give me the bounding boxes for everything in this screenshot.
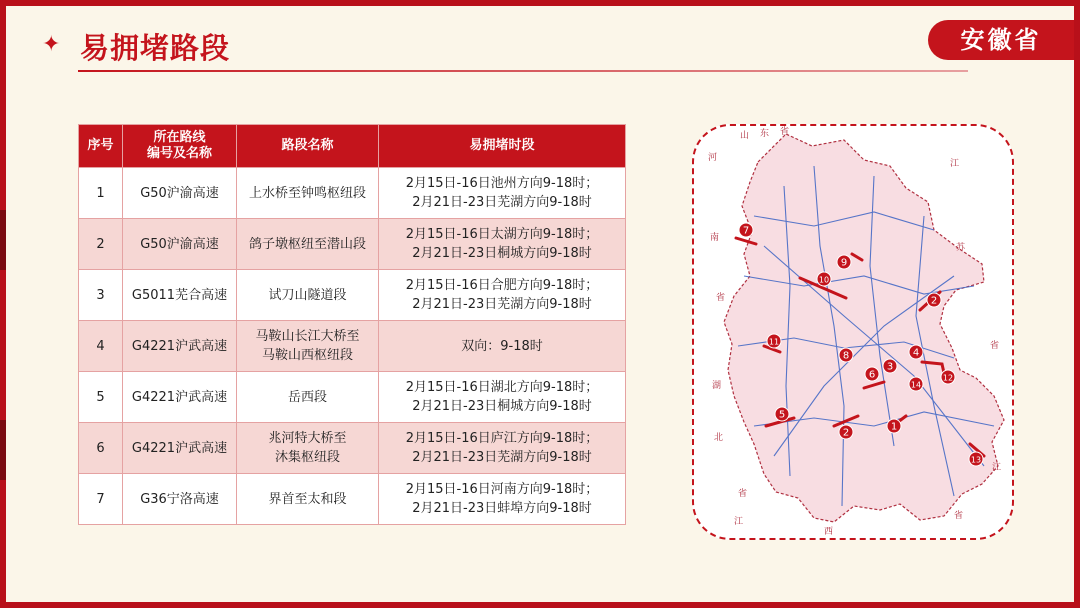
row-no: 3 [79,270,123,321]
map-marker-9 [837,255,851,269]
marker-label: 5 [778,409,786,421]
neighbor-label: 省 [738,489,748,499]
marker-label: 14 [910,380,922,390]
marker-label: 3 [886,361,894,373]
map-marker-2 [839,425,853,439]
row-route: G4221沪武高速 [123,423,237,474]
map-marker-10 [817,272,831,286]
neighbor-label: 江 [734,517,744,527]
row-route: G5011芜合高速 [123,270,237,321]
row-period: 2月15日-16日湖北方向9-18时； 2月21日-23日桐城方向9-18时 [379,372,626,423]
table-row [79,219,626,270]
neighbor-label: 湖 [712,381,722,391]
row-section: 兆河特大桥至 沐集枢纽段 [237,423,379,474]
marker-label: 8 [842,350,850,362]
neighbor-label: 省 [716,293,726,303]
row-section: 试刀山隧道段 [237,270,379,321]
table-row [79,168,626,219]
row-period: 2月15日-16日池州方向9-18时； 2月21日-23日芜湖方向9-18时 [379,168,626,219]
col-header-section: 路段名称 [237,125,379,168]
neighbor-label: 西 [824,527,834,537]
row-no: 2 [79,219,123,270]
row-section: 马鞍山长江大桥至 马鞍山西枢纽段 [237,321,379,372]
map-marker-8 [839,348,853,362]
marker-label: 7 [742,225,750,237]
marker-label: 4 [912,347,920,359]
marker-label: 9 [840,257,848,269]
star-icon: ✦ [42,32,61,57]
province-map [692,124,1014,540]
marker-label: 10 [818,275,830,285]
col-header-period: 易拥堵时段 [379,125,626,168]
neighbor-label: 苏 [956,243,966,253]
neighbor-label: 山 [740,131,750,141]
map-marker-14 [909,377,923,391]
slide-frame [6,6,1074,602]
page-title: 易拥堵路段 [80,31,231,65]
row-route: G36宁洛高速 [123,474,237,525]
map-marker-1 [887,419,901,433]
table-header-row [79,125,626,168]
row-no: 5 [79,372,123,423]
congestion-table [78,124,626,525]
neighbor-label: 东 [760,129,770,139]
table-row [79,474,626,525]
row-section: 上水桥至钟鸣枢纽段 [237,168,379,219]
col-header-route: 所在路线 编号及名称 [123,125,237,168]
map-marker-3 [883,359,897,373]
row-route: G4221沪武高速 [123,321,237,372]
row-period: 2月15日-16日河南方向9-18时； 2月21日-23日蚌埠方向9-18时 [379,474,626,525]
title-underline [78,70,968,72]
province-badge: 安徽省 [928,20,1074,60]
row-route: G4221沪武高速 [123,372,237,423]
row-period: 2月15日-16日合肥方向9-18时； 2月21日-23日芜湖方向9-18时 [379,270,626,321]
row-period: 2月15日-16日太湖方向9-18时； 2月21日-23日桐城方向9-18时 [379,219,626,270]
neighbor-label: 省 [990,341,1000,351]
map-marker-11 [767,334,781,348]
map-marker-12 [941,370,955,384]
row-section: 岳西段 [237,372,379,423]
map-marker-2 [927,293,941,307]
row-section: 界首至太和段 [237,474,379,525]
table-row [79,423,626,474]
marker-label: 6 [868,369,876,381]
table-row [79,270,626,321]
neighbor-label: 北 [714,433,724,443]
row-no: 6 [79,423,123,474]
map-canvas [694,126,1012,538]
row-no: 4 [79,321,123,372]
neighbor-label: 江 [950,159,960,169]
marker-label: 12 [942,373,954,383]
map-marker-6 [865,367,879,381]
neighbor-label: 江 [992,463,1002,473]
marker-label: 11 [768,337,780,347]
neighbor-label: 省 [780,127,790,137]
map-marker-4 [909,345,923,359]
table-row [79,372,626,423]
row-period: 双向：9-18时 [379,321,626,372]
row-route: G50沪渝高速 [123,219,237,270]
col-header-no: 序号 [79,125,123,168]
province-outline [724,134,1004,522]
marker-label: 2 [842,427,850,439]
neighbor-label: 省 [954,511,964,521]
marker-label: 13 [970,455,982,465]
row-no: 1 [79,168,123,219]
map-marker-5 [775,407,789,421]
row-route: G50沪渝高速 [123,168,237,219]
row-section: 鸽子墩枢纽至潜山段 [237,219,379,270]
row-no: 7 [79,474,123,525]
row-period: 2月15日-16日庐江方向9-18时； 2月21日-23日芜湖方向9-18时 [379,423,626,474]
marker-label: 1 [890,421,898,433]
map-marker-7 [739,223,753,237]
neighbor-label: 南 [710,233,720,243]
table-row [79,321,626,372]
neighbor-label: 河 [708,153,718,163]
map-marker-13 [969,452,983,466]
marker-label: 2 [930,295,938,307]
